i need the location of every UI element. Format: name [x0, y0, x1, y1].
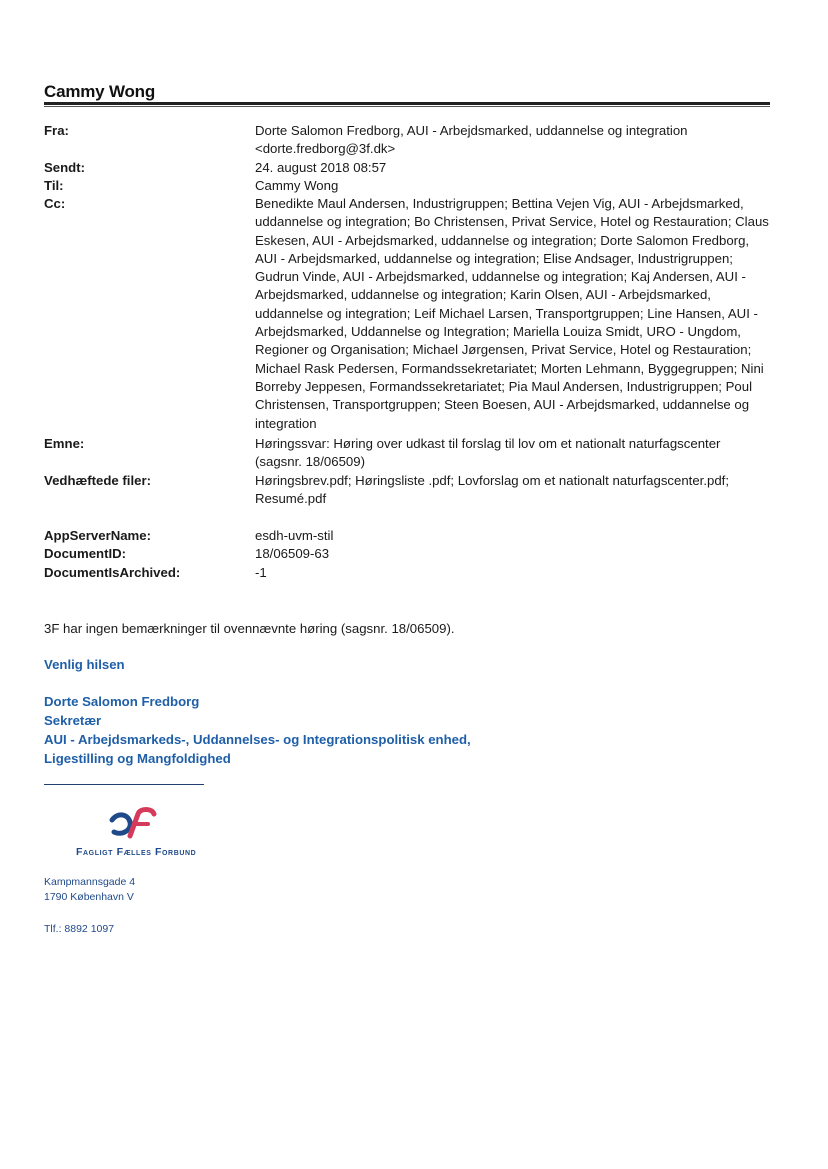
address-street: Kampmannsgade 4 [44, 876, 136, 888]
meta-appservername [44, 527, 770, 545]
field-to [44, 177, 770, 195]
field-label: Emne: [44, 436, 85, 451]
field-value: Cammy Wong [255, 178, 339, 193]
field-label: Vedhæftede filer: [44, 473, 151, 488]
meta-value: 18/06509-63 [255, 546, 330, 561]
signature-title: Sekretær [44, 713, 102, 728]
field-label: Cc: [44, 196, 66, 211]
signature-unit-line2: Ligestilling og Mangfoldighed [44, 751, 231, 766]
field-attachments [44, 472, 770, 508]
signature-name: Dorte Salomon Fredborg [44, 694, 200, 709]
header-rule [44, 102, 770, 105]
field-label: Sendt: [44, 160, 86, 175]
mailbox-owner: Cammy Wong [44, 82, 156, 101]
meta-documentid [44, 545, 770, 563]
field-value: Høringssvar: Høring over udkast til forslag til lov om et nationalt naturfagscenter (sagsnr. 18/06509) [255, 436, 721, 470]
header-rule-thin [44, 106, 770, 107]
field-from [44, 122, 770, 158]
field-value: Høringsbrev.pdf; Høringsliste .pdf; Lovforslag om et nationalt naturfagscenter.pdf; Resumé.pdf [255, 473, 730, 507]
field-sent [44, 159, 770, 177]
signature-separator [44, 784, 204, 785]
address-city: 1790 København V [44, 891, 134, 903]
meta-label: DocumentID: [44, 546, 127, 561]
message-body: 3F har ingen bemærkninger til ovennævnte høring (sagsnr. 18/06509). [44, 621, 455, 636]
field-value: Benedikte Maul Andersen, Industrigruppen; Bettina Vejen Vig, AUI - Arbejdsmarked, uddannelse og integration; Bo Christensen, Privat Service, Hotel og Restauration; Claus Eskesen, AUI - Arbejdsmarked, uddannelse og integration; Dorte Salomon Fredborg, AUI - Arbejdsmarked, uddannelse og integration; Elise Andsager, Industrigruppen; Gudrun Vinde, AUI - Arbejdsmarked, uddannelse og integration; Kaj Andersen, AUI - Arbejdsmarked, uddannelse og integration; Karin Olsen, AUI - Arbejdsmarked, uddannelse og integration; Leif Michael Larsen, Transportgruppen; Line Hansen, AUI - Arbejdsmarked, Uddannelse og Integration; Mariella Louiza Smidt, URO - Ungdom, Regioner og Organisation; Michael Jørgensen, Privat Service, Hotel og Restauration; Michael Rask Pedersen, Formandssekretariatet; Morten Lehmann, Byggegruppen; Nini Borreby Jeppesen, Formandssekretariatet; Pia Maul Andersen, Industrigruppen; Poul Christensen, Transportgruppen; Steen Boesen, AUI - Arbejdsmarked, uddannelse og integration [255, 196, 769, 431]
field-subject [44, 435, 770, 471]
field-cc [44, 195, 770, 435]
field-value: Dorte Salomon Fredborg, AUI - Arbejdsmarked, uddannelse og integration <dorte.fredborg@3f.dk> [255, 123, 688, 157]
meta-label: AppServerName: [44, 528, 152, 543]
field-label: Til: [44, 178, 64, 193]
meta-documentisarchived [44, 564, 770, 582]
signature-unit-line1: AUI - Arbejdsmarkeds-, Uddannelses- og Integrationspolitisk enhed, [44, 732, 471, 747]
signature-greeting: Venlig hilsen [44, 657, 125, 672]
3f-logo-icon [108, 806, 158, 842]
field-value: 24. august 2018 08:57 [255, 160, 387, 175]
meta-value: esdh-uvm-stil [255, 528, 334, 543]
phone-number: Tlf.: 8892 1097 [44, 923, 115, 935]
logo-wordmark: Fagligt Fælles Forbund [76, 846, 197, 858]
field-label: Fra: [44, 123, 69, 138]
meta-label: DocumentIsArchived: [44, 565, 181, 580]
meta-value: -1 [255, 565, 267, 580]
